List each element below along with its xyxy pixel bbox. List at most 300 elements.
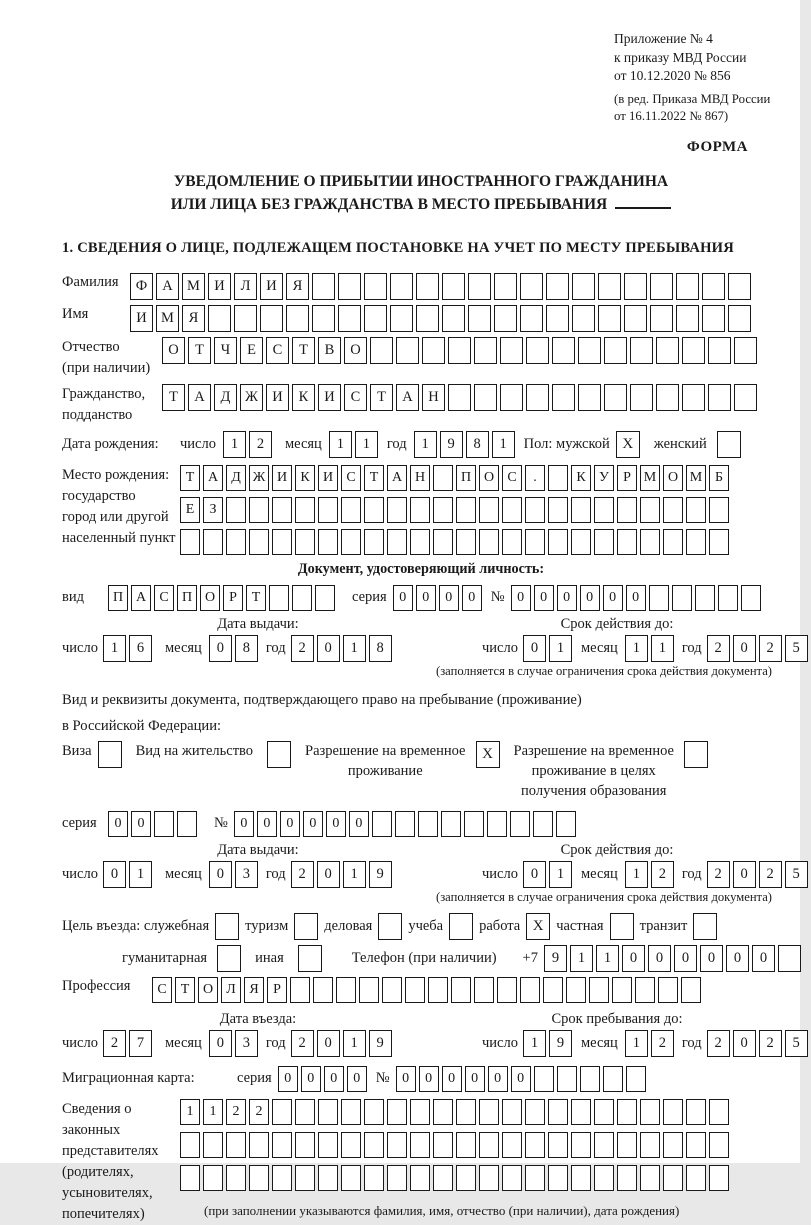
char-cell[interactable]: 9 — [440, 431, 463, 458]
char-cell[interactable]: 8 — [466, 431, 489, 458]
char-cell[interactable] — [456, 1132, 476, 1158]
char-cell[interactable]: 7 — [129, 1030, 152, 1057]
char-cell[interactable] — [448, 337, 471, 364]
char-cell[interactable]: Ф — [130, 273, 153, 300]
char-cell[interactable] — [543, 977, 563, 1003]
char-cell[interactable]: Т — [180, 465, 200, 491]
char-cell[interactable] — [520, 305, 543, 332]
char-cell[interactable]: 1 — [651, 635, 674, 662]
char-cell[interactable]: П — [456, 465, 476, 491]
char-cell[interactable] — [295, 1132, 315, 1158]
char-cell[interactable]: Р — [617, 465, 637, 491]
char-cell[interactable] — [226, 1165, 246, 1191]
char-cell[interactable] — [571, 1165, 591, 1191]
char-cell[interactable]: 0 — [580, 585, 600, 611]
char-cell[interactable] — [672, 585, 692, 611]
char-cell[interactable] — [433, 465, 453, 491]
char-cell[interactable]: С — [341, 465, 361, 491]
char-cell[interactable]: 0 — [523, 635, 546, 662]
char-cell[interactable]: Н — [422, 384, 445, 411]
char-cell[interactable] — [441, 811, 461, 837]
char-cell[interactable] — [548, 465, 568, 491]
char-cell[interactable] — [338, 273, 361, 300]
char-cell[interactable]: 0 — [280, 811, 300, 837]
char-cell[interactable]: 2 — [291, 635, 314, 662]
char-cell[interactable] — [387, 497, 407, 523]
char-cell[interactable] — [387, 1165, 407, 1191]
purpose-humanitarian-checkbox[interactable] — [217, 945, 241, 972]
char-cell[interactable] — [474, 384, 497, 411]
char-cell[interactable]: М — [686, 465, 706, 491]
char-cell[interactable]: Д — [214, 384, 237, 411]
char-cell[interactable] — [578, 384, 601, 411]
char-cell[interactable] — [520, 977, 540, 1003]
char-cell[interactable] — [656, 337, 679, 364]
char-cell[interactable]: Л — [221, 977, 241, 1003]
char-cell[interactable]: О — [200, 585, 220, 611]
char-cell[interactable] — [525, 1099, 545, 1125]
char-cell[interactable] — [502, 1165, 522, 1191]
char-cell[interactable] — [594, 1099, 614, 1125]
char-cell[interactable]: 1 — [203, 1099, 223, 1125]
char-cell[interactable]: 5 — [785, 635, 808, 662]
char-cell[interactable] — [390, 305, 413, 332]
char-cell[interactable] — [702, 273, 725, 300]
char-cell[interactable] — [249, 529, 269, 555]
char-cell[interactable] — [203, 529, 223, 555]
char-cell[interactable] — [318, 1099, 338, 1125]
char-cell[interactable]: 2 — [707, 861, 730, 888]
char-cell[interactable] — [546, 273, 569, 300]
char-cell[interactable] — [778, 945, 801, 972]
char-cell[interactable]: С — [152, 977, 172, 1003]
char-cell[interactable] — [372, 811, 392, 837]
char-cell[interactable]: А — [131, 585, 151, 611]
char-cell[interactable]: 0 — [257, 811, 277, 837]
char-cell[interactable] — [656, 384, 679, 411]
char-cell[interactable] — [341, 1099, 361, 1125]
char-cell[interactable]: 0 — [557, 585, 577, 611]
char-cell[interactable]: 1 — [625, 635, 648, 662]
residence-permit-checkbox[interactable] — [267, 741, 291, 768]
char-cell[interactable]: 2 — [103, 1030, 126, 1057]
char-cell[interactable]: 1 — [570, 945, 593, 972]
char-cell[interactable]: 1 — [129, 861, 152, 888]
char-cell[interactable] — [709, 497, 729, 523]
char-cell[interactable] — [663, 1132, 683, 1158]
char-cell[interactable] — [410, 1132, 430, 1158]
char-cell[interactable]: 0 — [488, 1066, 508, 1092]
char-cell[interactable] — [260, 305, 283, 332]
char-cell[interactable] — [479, 1099, 499, 1125]
char-cell[interactable]: З — [203, 497, 223, 523]
char-cell[interactable]: А — [203, 465, 223, 491]
char-cell[interactable]: 2 — [249, 431, 272, 458]
char-cell[interactable] — [594, 1165, 614, 1191]
char-cell[interactable] — [410, 1165, 430, 1191]
char-cell[interactable]: Т — [188, 337, 211, 364]
char-cell[interactable] — [718, 585, 738, 611]
char-cell[interactable]: М — [156, 305, 179, 332]
char-cell[interactable]: 0 — [733, 861, 756, 888]
sex-female-checkbox[interactable] — [717, 431, 741, 458]
char-cell[interactable] — [487, 811, 507, 837]
char-cell[interactable] — [295, 529, 315, 555]
char-cell[interactable] — [594, 497, 614, 523]
char-cell[interactable] — [364, 305, 387, 332]
char-cell[interactable] — [418, 811, 438, 837]
char-cell[interactable]: 1 — [343, 635, 366, 662]
char-cell[interactable] — [556, 811, 576, 837]
char-cell[interactable] — [479, 1165, 499, 1191]
char-cell[interactable] — [682, 384, 705, 411]
char-cell[interactable]: 0 — [209, 635, 232, 662]
char-cell[interactable] — [318, 1132, 338, 1158]
char-cell[interactable] — [686, 529, 706, 555]
char-cell[interactable] — [502, 1099, 522, 1125]
char-cell[interactable] — [502, 1132, 522, 1158]
purpose-business-checkbox[interactable] — [378, 913, 402, 940]
char-cell[interactable] — [456, 497, 476, 523]
char-cell[interactable] — [448, 384, 471, 411]
char-cell[interactable] — [658, 977, 678, 1003]
char-cell[interactable] — [571, 529, 591, 555]
char-cell[interactable]: Е — [180, 497, 200, 523]
char-cell[interactable]: 0 — [523, 861, 546, 888]
temp-residence-checkbox[interactable]: X — [476, 741, 500, 768]
char-cell[interactable] — [456, 1099, 476, 1125]
char-cell[interactable] — [617, 1099, 637, 1125]
char-cell[interactable]: 0 — [726, 945, 749, 972]
char-cell[interactable] — [416, 273, 439, 300]
char-cell[interactable]: 2 — [707, 635, 730, 662]
char-cell[interactable] — [589, 977, 609, 1003]
char-cell[interactable]: 9 — [549, 1030, 572, 1057]
char-cell[interactable] — [272, 1132, 292, 1158]
char-cell[interactable]: 2 — [759, 1030, 782, 1057]
char-cell[interactable]: 5 — [785, 861, 808, 888]
char-cell[interactable] — [456, 1165, 476, 1191]
char-cell[interactable] — [686, 1132, 706, 1158]
char-cell[interactable]: 0 — [278, 1066, 298, 1092]
char-cell[interactable]: 1 — [223, 431, 246, 458]
char-cell[interactable] — [364, 529, 384, 555]
temp-residence-education-checkbox[interactable] — [684, 741, 708, 768]
char-cell[interactable]: А — [396, 384, 419, 411]
char-cell[interactable] — [598, 305, 621, 332]
char-cell[interactable] — [682, 337, 705, 364]
char-cell[interactable] — [249, 1132, 269, 1158]
char-cell[interactable]: П — [108, 585, 128, 611]
char-cell[interactable]: Р — [223, 585, 243, 611]
char-cell[interactable] — [364, 1099, 384, 1125]
char-cell[interactable] — [387, 1132, 407, 1158]
char-cell[interactable] — [548, 1165, 568, 1191]
char-cell[interactable] — [370, 337, 393, 364]
char-cell[interactable]: 6 — [129, 635, 152, 662]
char-cell[interactable]: 1 — [343, 1030, 366, 1057]
char-cell[interactable]: 0 — [326, 811, 346, 837]
char-cell[interactable]: П — [177, 585, 197, 611]
char-cell[interactable]: 5 — [785, 1030, 808, 1057]
char-cell[interactable]: Я — [286, 273, 309, 300]
char-cell[interactable] — [534, 1066, 554, 1092]
char-cell[interactable] — [708, 384, 731, 411]
char-cell[interactable]: К — [295, 465, 315, 491]
char-cell[interactable]: 0 — [465, 1066, 485, 1092]
char-cell[interactable]: Б — [709, 465, 729, 491]
char-cell[interactable]: С — [344, 384, 367, 411]
visa-checkbox[interactable] — [98, 741, 122, 768]
char-cell[interactable] — [676, 305, 699, 332]
char-cell[interactable] — [686, 1099, 706, 1125]
char-cell[interactable] — [364, 273, 387, 300]
char-cell[interactable] — [479, 529, 499, 555]
char-cell[interactable] — [612, 977, 632, 1003]
char-cell[interactable]: О — [198, 977, 218, 1003]
char-cell[interactable] — [312, 273, 335, 300]
char-cell[interactable]: 0 — [303, 811, 323, 837]
char-cell[interactable]: Я — [244, 977, 264, 1003]
char-cell[interactable] — [630, 337, 653, 364]
char-cell[interactable]: 1 — [329, 431, 352, 458]
purpose-other-checkbox[interactable] — [298, 945, 322, 972]
char-cell[interactable] — [510, 811, 530, 837]
char-cell[interactable]: 0 — [603, 585, 623, 611]
char-cell[interactable] — [709, 1165, 729, 1191]
char-cell[interactable] — [525, 1165, 545, 1191]
char-cell[interactable] — [226, 1132, 246, 1158]
char-cell[interactable] — [479, 497, 499, 523]
char-cell[interactable] — [180, 1165, 200, 1191]
char-cell[interactable] — [292, 585, 312, 611]
char-cell[interactable]: 0 — [511, 1066, 531, 1092]
char-cell[interactable] — [572, 273, 595, 300]
char-cell[interactable] — [525, 497, 545, 523]
char-cell[interactable] — [640, 1099, 660, 1125]
char-cell[interactable]: 0 — [108, 811, 128, 837]
char-cell[interactable]: 1 — [343, 861, 366, 888]
char-cell[interactable] — [676, 273, 699, 300]
char-cell[interactable] — [290, 977, 310, 1003]
char-cell[interactable] — [663, 529, 683, 555]
char-cell[interactable]: И — [272, 465, 292, 491]
char-cell[interactable] — [341, 1132, 361, 1158]
char-cell[interactable] — [468, 273, 491, 300]
char-cell[interactable] — [502, 497, 522, 523]
char-cell[interactable] — [410, 497, 430, 523]
char-cell[interactable] — [663, 497, 683, 523]
char-cell[interactable]: 0 — [442, 1066, 462, 1092]
char-cell[interactable] — [571, 1099, 591, 1125]
char-cell[interactable] — [249, 497, 269, 523]
char-cell[interactable]: Я — [182, 305, 205, 332]
char-cell[interactable]: 0 — [419, 1066, 439, 1092]
char-cell[interactable]: К — [292, 384, 315, 411]
char-cell[interactable]: Т — [292, 337, 315, 364]
char-cell[interactable]: Н — [410, 465, 430, 491]
char-cell[interactable] — [249, 1165, 269, 1191]
purpose-work-checkbox[interactable]: X — [526, 913, 550, 940]
char-cell[interactable]: 0 — [317, 635, 340, 662]
char-cell[interactable]: 1 — [596, 945, 619, 972]
char-cell[interactable] — [635, 977, 655, 1003]
char-cell[interactable] — [526, 384, 549, 411]
char-cell[interactable]: 0 — [674, 945, 697, 972]
char-cell[interactable]: 0 — [393, 585, 413, 611]
char-cell[interactable] — [708, 337, 731, 364]
char-cell[interactable] — [396, 337, 419, 364]
char-cell[interactable]: Е — [240, 337, 263, 364]
char-cell[interactable] — [709, 529, 729, 555]
char-cell[interactable]: Т — [175, 977, 195, 1003]
char-cell[interactable]: С — [502, 465, 522, 491]
char-cell[interactable]: 2 — [226, 1099, 246, 1125]
char-cell[interactable]: Ж — [240, 384, 263, 411]
char-cell[interactable]: 1 — [549, 861, 572, 888]
char-cell[interactable] — [546, 305, 569, 332]
char-cell[interactable] — [272, 529, 292, 555]
char-cell[interactable]: Т — [370, 384, 393, 411]
char-cell[interactable] — [734, 384, 757, 411]
char-cell[interactable] — [203, 1165, 223, 1191]
char-cell[interactable]: 2 — [707, 1030, 730, 1057]
char-cell[interactable] — [502, 529, 522, 555]
char-cell[interactable] — [312, 305, 335, 332]
char-cell[interactable] — [594, 529, 614, 555]
char-cell[interactable] — [410, 529, 430, 555]
char-cell[interactable]: 0 — [733, 1030, 756, 1057]
char-cell[interactable]: 0 — [622, 945, 645, 972]
char-cell[interactable] — [364, 497, 384, 523]
char-cell[interactable] — [709, 1099, 729, 1125]
char-cell[interactable] — [728, 305, 751, 332]
char-cell[interactable] — [617, 1132, 637, 1158]
char-cell[interactable]: О — [663, 465, 683, 491]
char-cell[interactable]: 0 — [733, 635, 756, 662]
char-cell[interactable] — [525, 1132, 545, 1158]
char-cell[interactable] — [226, 529, 246, 555]
char-cell[interactable]: И — [266, 384, 289, 411]
char-cell[interactable] — [433, 497, 453, 523]
char-cell[interactable] — [410, 1099, 430, 1125]
char-cell[interactable] — [154, 811, 174, 837]
purpose-official-checkbox[interactable] — [215, 913, 239, 940]
char-cell[interactable] — [451, 977, 471, 1003]
char-cell[interactable]: 0 — [324, 1066, 344, 1092]
char-cell[interactable] — [640, 1132, 660, 1158]
char-cell[interactable] — [336, 977, 356, 1003]
char-cell[interactable] — [686, 497, 706, 523]
char-cell[interactable]: 1 — [103, 635, 126, 662]
char-cell[interactable] — [474, 977, 494, 1003]
char-cell[interactable] — [286, 305, 309, 332]
char-cell[interactable]: 8 — [369, 635, 392, 662]
char-cell[interactable] — [604, 384, 627, 411]
char-cell[interactable] — [630, 384, 653, 411]
char-cell[interactable]: С — [154, 585, 174, 611]
char-cell[interactable] — [269, 585, 289, 611]
char-cell[interactable]: 0 — [626, 585, 646, 611]
char-cell[interactable]: 0 — [317, 861, 340, 888]
char-cell[interactable] — [580, 1066, 600, 1092]
char-cell[interactable] — [315, 585, 335, 611]
char-cell[interactable] — [741, 585, 761, 611]
char-cell[interactable]: 2 — [651, 861, 674, 888]
char-cell[interactable]: 2 — [759, 635, 782, 662]
char-cell[interactable] — [520, 273, 543, 300]
char-cell[interactable] — [416, 305, 439, 332]
char-cell[interactable]: 0 — [534, 585, 554, 611]
char-cell[interactable] — [177, 811, 197, 837]
char-cell[interactable] — [650, 273, 673, 300]
char-cell[interactable] — [640, 529, 660, 555]
char-cell[interactable]: А — [188, 384, 211, 411]
char-cell[interactable]: 0 — [131, 811, 151, 837]
char-cell[interactable]: И — [130, 305, 153, 332]
char-cell[interactable] — [497, 977, 517, 1003]
char-cell[interactable] — [649, 585, 669, 611]
char-cell[interactable] — [533, 811, 553, 837]
char-cell[interactable] — [617, 1165, 637, 1191]
char-cell[interactable]: 8 — [235, 635, 258, 662]
char-cell[interactable] — [624, 273, 647, 300]
char-cell[interactable] — [474, 337, 497, 364]
char-cell[interactable] — [234, 305, 257, 332]
char-cell[interactable]: 1 — [414, 431, 437, 458]
char-cell[interactable]: Л — [234, 273, 257, 300]
char-cell[interactable]: 1 — [549, 635, 572, 662]
char-cell[interactable]: 1 — [492, 431, 515, 458]
char-cell[interactable] — [598, 273, 621, 300]
char-cell[interactable] — [494, 305, 517, 332]
char-cell[interactable] — [681, 977, 701, 1003]
char-cell[interactable]: 2 — [291, 861, 314, 888]
purpose-tourism-checkbox[interactable] — [294, 913, 318, 940]
char-cell[interactable]: 0 — [103, 861, 126, 888]
char-cell[interactable]: Т — [246, 585, 266, 611]
char-cell[interactable] — [617, 497, 637, 523]
char-cell[interactable] — [387, 529, 407, 555]
char-cell[interactable] — [526, 337, 549, 364]
char-cell[interactable]: 0 — [752, 945, 775, 972]
char-cell[interactable] — [617, 529, 637, 555]
char-cell[interactable] — [626, 1066, 646, 1092]
char-cell[interactable] — [382, 977, 402, 1003]
char-cell[interactable]: В — [318, 337, 341, 364]
char-cell[interactable] — [364, 1132, 384, 1158]
char-cell[interactable] — [433, 1099, 453, 1125]
char-cell[interactable] — [702, 305, 725, 332]
char-cell[interactable]: 2 — [759, 861, 782, 888]
char-cell[interactable]: 1 — [355, 431, 378, 458]
char-cell[interactable] — [433, 1132, 453, 1158]
char-cell[interactable] — [650, 305, 673, 332]
purpose-transit-checkbox[interactable] — [693, 913, 717, 940]
char-cell[interactable]: 0 — [347, 1066, 367, 1092]
char-cell[interactable] — [604, 337, 627, 364]
char-cell[interactable]: 0 — [511, 585, 531, 611]
char-cell[interactable]: 0 — [648, 945, 671, 972]
char-cell[interactable] — [359, 977, 379, 1003]
char-cell[interactable]: О — [162, 337, 185, 364]
char-cell[interactable]: М — [182, 273, 205, 300]
char-cell[interactable] — [494, 273, 517, 300]
char-cell[interactable] — [603, 1066, 623, 1092]
char-cell[interactable] — [548, 497, 568, 523]
char-cell[interactable]: 9 — [369, 861, 392, 888]
char-cell[interactable]: 3 — [235, 861, 258, 888]
